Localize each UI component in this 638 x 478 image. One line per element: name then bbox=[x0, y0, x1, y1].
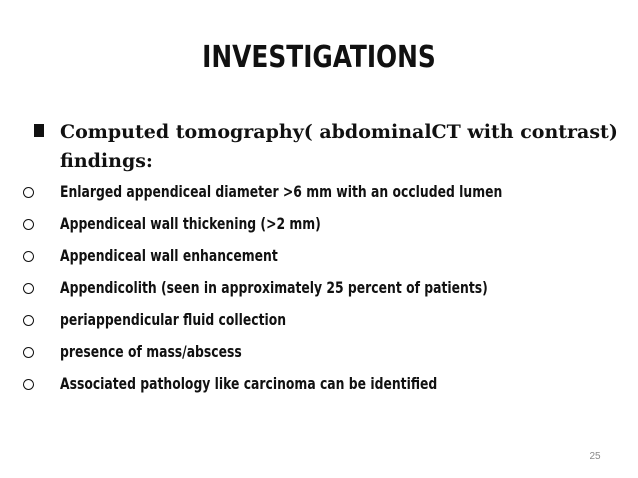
sub-bullet-text: Appendiceal wall thickening (>2 mm) bbox=[60, 214, 321, 233]
list-item bbox=[0, 340, 620, 372]
page-number: 25 bbox=[589, 451, 601, 462]
list-item bbox=[0, 308, 620, 340]
circle-bullet-icon bbox=[23, 283, 34, 294]
sub-bullet-list bbox=[0, 180, 620, 404]
circle-bullet-icon bbox=[23, 219, 34, 230]
sub-bullet-text: presence of mass/abscess bbox=[60, 342, 242, 361]
sub-bullet-text: Appendiceal wall enhancement bbox=[60, 246, 278, 265]
main-bullet-text: Computed tomography( abdominalCT with contrast) findings: bbox=[60, 121, 618, 172]
sub-bullet-text: Associated pathology like carcinoma can be identified bbox=[60, 374, 438, 393]
slide-title: INVESTIGATIONS bbox=[202, 40, 436, 75]
circle-bullet-icon bbox=[23, 315, 34, 326]
sub-bullet-text: Appendicolith (seen in approximately 25 percent of patients) bbox=[60, 278, 488, 297]
list-item bbox=[0, 276, 620, 308]
list-item bbox=[0, 180, 620, 212]
list-item bbox=[0, 212, 620, 244]
square-bullet-icon bbox=[34, 124, 44, 137]
sub-bullet-text: periappendicular fluid collection bbox=[60, 310, 287, 329]
circle-bullet-icon bbox=[23, 251, 34, 262]
circle-bullet-icon bbox=[23, 347, 34, 358]
sub-bullet-text: Enlarged appendiceal diameter >6 mm with an occluded lumen bbox=[60, 182, 503, 201]
circle-bullet-icon bbox=[23, 379, 34, 390]
list-item bbox=[0, 244, 620, 276]
list-item bbox=[0, 372, 620, 404]
circle-bullet-icon bbox=[23, 187, 34, 198]
